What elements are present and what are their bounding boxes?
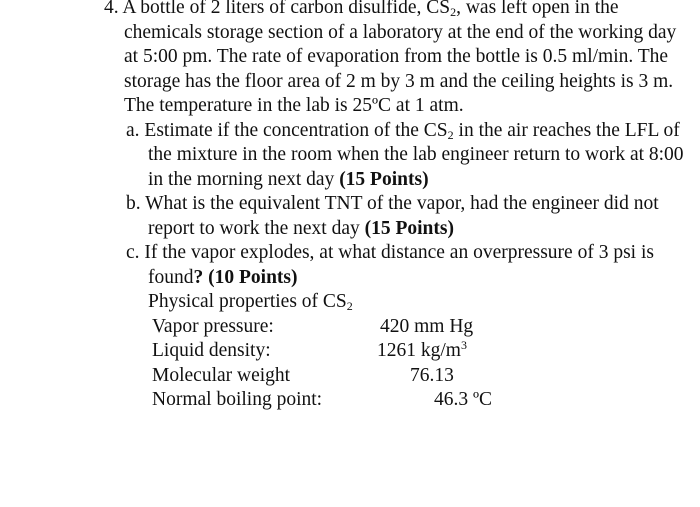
part-b <box>126 192 694 241</box>
properties-title <box>148 290 694 315</box>
property-value-text: 76.13 <box>410 364 454 386</box>
part-c-text: If the vapor explodes, at what distance an overpressure of 3 psi is found <box>139 242 654 288</box>
property-value-sup: 3 <box>460 338 467 352</box>
stem-text-1: A bottle of 2 liters of carbon disulfide, CS <box>118 0 451 18</box>
part-b-text: What is the equivalent TNT of the vapor, had the engineer did not report to work the next day <box>140 193 659 239</box>
problem-4 <box>104 0 694 413</box>
properties-title-text: Physical properties of CS <box>148 291 347 312</box>
part-c-points: ? (10 Points) <box>193 266 298 288</box>
part-a-letter: a. <box>126 119 140 141</box>
property-row <box>104 388 694 413</box>
stem-subscript: 2 <box>450 5 457 19</box>
property-value <box>410 364 454 389</box>
part-b-points: (15 Points) <box>364 217 454 239</box>
property-label: Molecular weight <box>152 364 291 386</box>
problem-stem <box>104 0 694 119</box>
question-parts <box>126 119 694 291</box>
problem-number: 4. <box>104 0 119 18</box>
property-row <box>104 315 694 340</box>
property-value <box>380 315 473 340</box>
property-value <box>434 388 492 413</box>
property-value-text: 1261 kg/m <box>377 340 461 361</box>
part-b-letter: b. <box>126 193 141 214</box>
part-a <box>126 119 694 193</box>
properties-title-subscript: 2 <box>346 299 353 313</box>
property-label: Normal boiling point: <box>152 389 323 410</box>
property-value <box>377 339 467 364</box>
property-value-text: 420 mm Hg <box>380 315 474 337</box>
part-c <box>126 241 694 290</box>
properties-table <box>104 315 694 413</box>
property-label: Liquid density: <box>152 340 271 361</box>
part-c-letter: c. <box>126 242 140 263</box>
part-a-subscript: 2 <box>447 127 454 142</box>
property-label: Vapor pressure: <box>152 315 274 337</box>
property-row <box>104 339 694 364</box>
property-row <box>104 364 694 389</box>
part-a-text-1: Estimate if the concentration of the CS <box>139 119 448 141</box>
property-value-text: 46.3 ºC <box>434 389 493 410</box>
part-a-text-2: in the air reaches the LFL of the mixture in the room when the lab engineer return to work at 8:00 in the morning next day <box>148 119 684 190</box>
part-a-points: (15 Points) <box>339 168 429 190</box>
stem-text-2: , was left open in the chemicals storage section of a laboratory at the end of the working day at 5:00 pm. The rate of evaporation from the bottle is 0.5 ml/min. The storage has the floor area of 2 m by 3 m and the ceiling heights is 3 m. The temperature in the lab is 25ºC at 1 atm. <box>124 0 677 116</box>
